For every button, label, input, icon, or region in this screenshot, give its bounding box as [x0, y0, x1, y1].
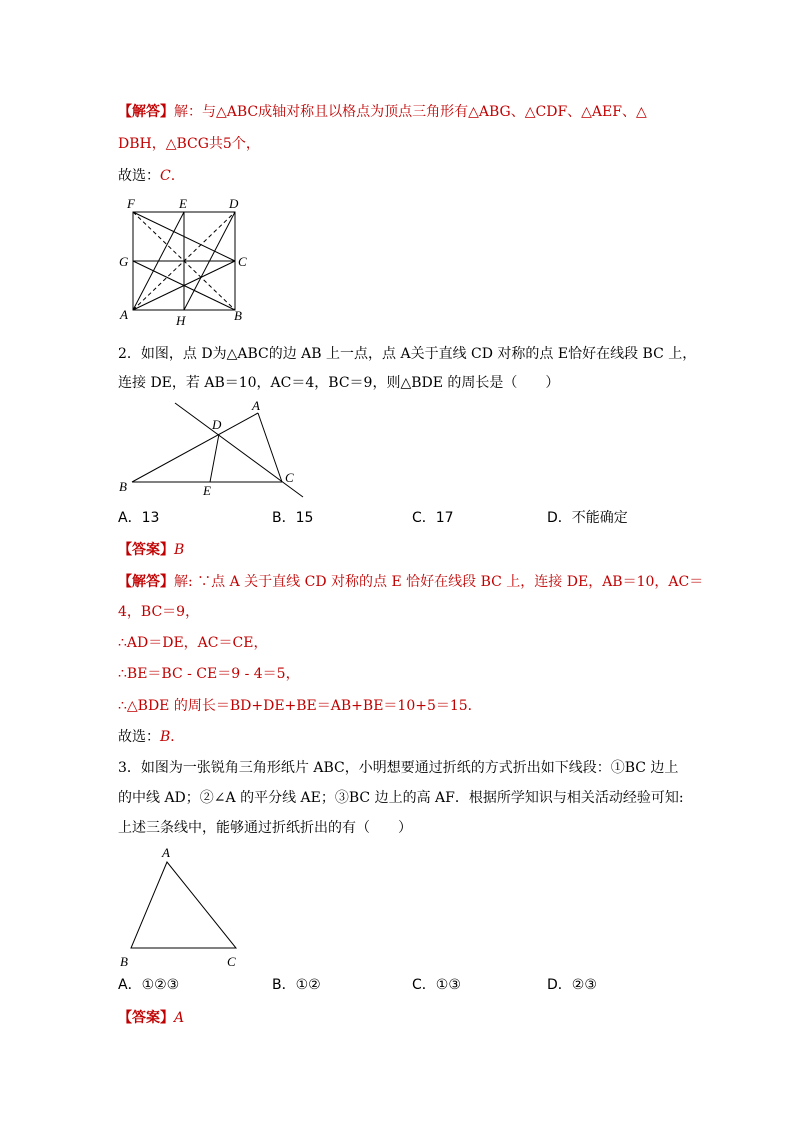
q2-option-c: C．17	[412, 510, 454, 526]
q2-choice: 故选：B．	[118, 729, 185, 745]
q3-option-d: D．②③	[547, 977, 597, 993]
q2-answer: 【答案】B	[118, 542, 185, 558]
q1-solution-line1: 【解答】解：与△ABC成轴对称且以格点为顶点三角形有△ABG、△CDF、△AEF、△	[118, 104, 647, 120]
fig3-label-B: B	[120, 954, 128, 969]
q2-line2: 连接 DE，若 AB＝10，AC＝4，BC＝9，则△BDE 的周长是（ ）	[118, 375, 560, 391]
fig1-label-G: G	[119, 254, 129, 269]
q3-option-a: A．①②③	[118, 977, 180, 993]
fig2-label-B: B	[119, 479, 127, 494]
q3-line2: 的中线 AD；②∠A 的平分线 AE；③BC 边上的高 AF．根据所学知识与相关活动经验可知:	[118, 790, 684, 806]
fig1-label-F: F	[127, 196, 135, 211]
q2-line1: 2．如图，点 D为△ABC的边 AB 上一点，点 A关于直线 CD 对称的点 E恰好在线段 BC 上，	[118, 346, 697, 362]
q2-solution-line1: 【解答】解: ∵点 A 关于直线 CD 对称的点 E 恰好在线段 BC 上，连接 DE，AB＝10，AC＝	[118, 574, 704, 590]
q2-solution-line5: ∴△BDE 的周长＝BD+DE+BE＝AB+BE＝10+5＝15．	[118, 698, 482, 714]
q3-answer: 【答案】A	[118, 1010, 185, 1026]
q3-option-c: C．①③	[412, 977, 461, 993]
fig2-label-A: A	[252, 398, 260, 413]
q3-line1: 3．如图为一张锐角三角形纸片 ABC，小明想要通过折纸的方式折出如下线段：①BC 边上	[118, 760, 679, 776]
solution-label: 【解答】	[118, 104, 174, 120]
q2-option-b: B．15	[272, 510, 314, 526]
fig2-label-C: C	[285, 470, 294, 485]
fig1-label-C: C	[238, 254, 247, 269]
q1-choice: 故选：C.	[118, 168, 176, 184]
fig3-label-A: A	[162, 845, 170, 860]
q2-solution-line4: ∴BE＝BC - CE＝9 - 4＝5，	[118, 666, 300, 682]
q3-option-b: B．①②	[272, 977, 321, 993]
fig3-label-C: C	[227, 954, 236, 969]
q3-line3: 上述三条线中，能够通过折纸折出的有（ ）	[118, 820, 412, 836]
fig1-label-D: D	[229, 196, 239, 211]
q2-option-a: A．13	[118, 510, 160, 526]
fig1-label-H: H	[176, 313, 186, 328]
q2-solution-line3: ∴AD＝DE，AC＝CE，	[118, 635, 268, 651]
fig1-label-B: B	[234, 308, 242, 323]
fig1-label-E: E	[179, 196, 187, 211]
fig1-label-A: A	[120, 307, 128, 322]
q2-solution-line2: 4，BC＝9，	[118, 604, 200, 620]
q1-solution-line2: DBH，△BCG共5个，	[118, 136, 260, 152]
fig2-label-D: D	[212, 417, 222, 432]
fig2-label-E: E	[203, 483, 211, 498]
q2-option-d: D．不能确定	[547, 510, 628, 526]
